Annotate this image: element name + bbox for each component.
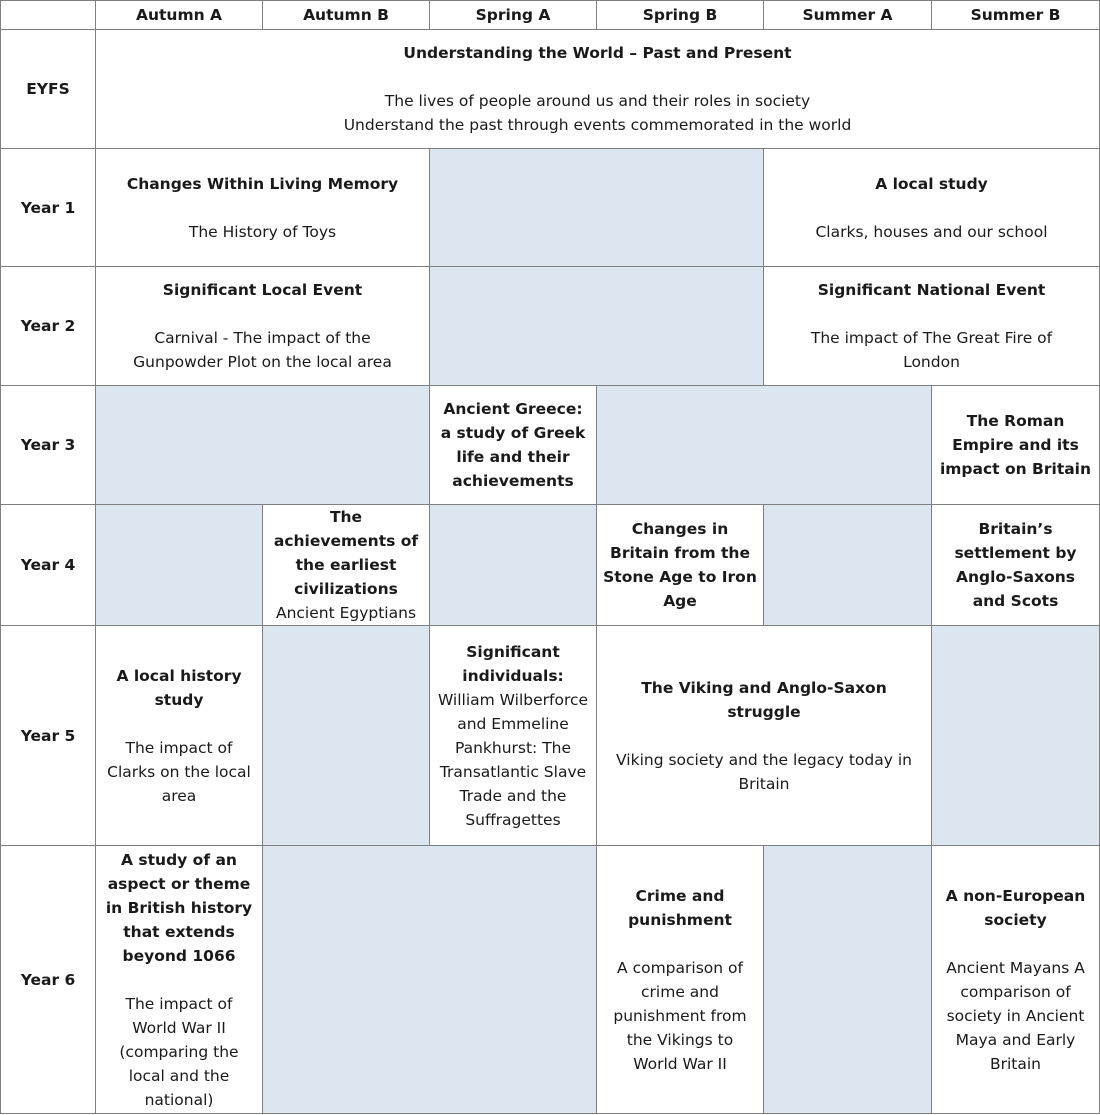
row-label: Year 3 xyxy=(1,386,96,505)
row-year4 xyxy=(1,505,1100,626)
cell-title: Britain’s settlement by Anglo-Saxons and Scots xyxy=(954,520,1077,610)
empty-cell xyxy=(263,626,430,846)
column-header: Spring B xyxy=(597,1,764,30)
spacer xyxy=(102,712,256,736)
row-eyfs xyxy=(1,30,1100,149)
cell-title: A study of an aspect or theme in British history that extends beyond 1066 xyxy=(105,850,253,965)
empty-cell xyxy=(430,505,597,626)
year4-autumn-b-cell xyxy=(263,505,430,626)
year6-spring-b-cell xyxy=(597,846,764,1114)
cell-title: A non-European society xyxy=(945,886,1086,929)
corner-cell xyxy=(1,1,96,30)
year3-spring-a-cell xyxy=(430,386,597,505)
cell-title: Changes Within Living Memory xyxy=(126,174,399,193)
cell-text: William Wilberforce and Emmeline Pankhurst: The Transatlantic Slave Trade and the Suffragettes xyxy=(437,690,589,829)
year2-summer-cell xyxy=(764,267,1100,386)
cell-text: Ancient Mayans A comparison of society in Ancient Maya and Early Britain xyxy=(946,958,1085,1073)
spacer xyxy=(770,302,1093,326)
header-row xyxy=(1,1,1100,30)
empty-cell xyxy=(932,626,1100,846)
year5-spring-b-cell xyxy=(597,626,932,846)
empty-cell xyxy=(597,386,932,505)
year1-summer-cell xyxy=(764,149,1100,267)
spacer xyxy=(603,724,925,748)
row-label: Year 5 xyxy=(1,626,96,846)
row-label: EYFS xyxy=(1,30,96,149)
cell-title: Significant National Event xyxy=(817,281,1046,299)
cell-title: Understanding the World – Past and Present xyxy=(403,44,792,62)
spacer xyxy=(102,968,256,992)
spacer xyxy=(603,932,757,956)
year1-autumn-cell xyxy=(96,149,430,267)
column-header: Autumn A xyxy=(96,1,263,30)
year6-autumn-a-cell xyxy=(96,846,263,1114)
cell-text: The impact of The Great Fire of London xyxy=(810,329,1053,371)
spacer xyxy=(102,302,423,326)
cell-text: The History of Toys xyxy=(188,222,337,241)
empty-cell xyxy=(96,505,263,626)
cell-text: Understand the past through events commemorated in the world xyxy=(343,116,852,134)
row-year2 xyxy=(1,267,1100,386)
cell-text: Viking society and the legacy today in Britain xyxy=(616,750,912,793)
empty-cell xyxy=(96,386,430,505)
cell-title: A local study xyxy=(875,174,988,193)
cell-text: A comparison of crime and punishment from the Vikings to World War II xyxy=(613,958,747,1073)
empty-cell xyxy=(764,846,932,1114)
column-header: Summer A xyxy=(764,1,932,30)
spacer xyxy=(102,65,1093,89)
column-header: Spring A xyxy=(430,1,597,30)
column-header: Summer B xyxy=(932,1,1100,30)
empty-cell xyxy=(430,149,764,267)
eyfs-cell xyxy=(96,30,1100,149)
cell-title: Significant Local Event xyxy=(162,281,363,299)
year3-summer-b-cell xyxy=(932,386,1100,505)
row-year5 xyxy=(1,626,1100,846)
empty-cell xyxy=(263,846,597,1114)
row-label: Year 4 xyxy=(1,505,96,626)
row-label: Year 1 xyxy=(1,149,96,267)
cell-text: Carnival - The impact of the Gunpowder Plot on the local area xyxy=(133,329,392,371)
cell-text: Ancient Egyptians xyxy=(275,604,417,622)
row-label: Year 2 xyxy=(1,267,96,386)
year5-spring-a-cell xyxy=(430,626,597,846)
spacer xyxy=(938,932,1093,956)
cell-text: The impact of Clarks on the local area xyxy=(107,738,251,805)
row-year3 xyxy=(1,386,1100,505)
cell-text: Clarks, houses and our school xyxy=(815,222,1048,241)
year4-summer-b-cell xyxy=(932,505,1100,626)
column-header: Autumn B xyxy=(263,1,430,30)
cell-title: Significant individuals: xyxy=(462,642,564,685)
cell-title: The achievements of the earliest civilizations xyxy=(273,508,419,598)
cell-title: The Viking and Anglo-Saxon struggle xyxy=(641,678,887,721)
empty-cell xyxy=(764,505,932,626)
row-label: Year 6 xyxy=(1,846,96,1114)
cell-title: A local history study xyxy=(116,666,242,709)
cell-title: Ancient Greece: a study of Greek life and their achievements xyxy=(440,400,586,490)
spacer xyxy=(102,196,423,220)
cell-text: The impact of World War II (comparing the local and the national) xyxy=(119,994,239,1109)
cell-text: The lives of people around us and their roles in society xyxy=(384,92,811,110)
year2-autumn-cell xyxy=(96,267,430,386)
cell-title: Changes in Britain from the Stone Age to Iron Age xyxy=(603,520,757,610)
year6-summer-b-cell xyxy=(932,846,1100,1114)
year5-autumn-a-cell xyxy=(96,626,263,846)
cell-title: Crime and punishment xyxy=(628,886,732,929)
cell-title: The Roman Empire and its impact on Britain xyxy=(939,412,1092,478)
year4-spring-b-cell xyxy=(597,505,764,626)
row-year1 xyxy=(1,149,1100,267)
empty-cell xyxy=(430,267,764,386)
spacer xyxy=(770,196,1093,220)
row-year6 xyxy=(1,846,1100,1114)
